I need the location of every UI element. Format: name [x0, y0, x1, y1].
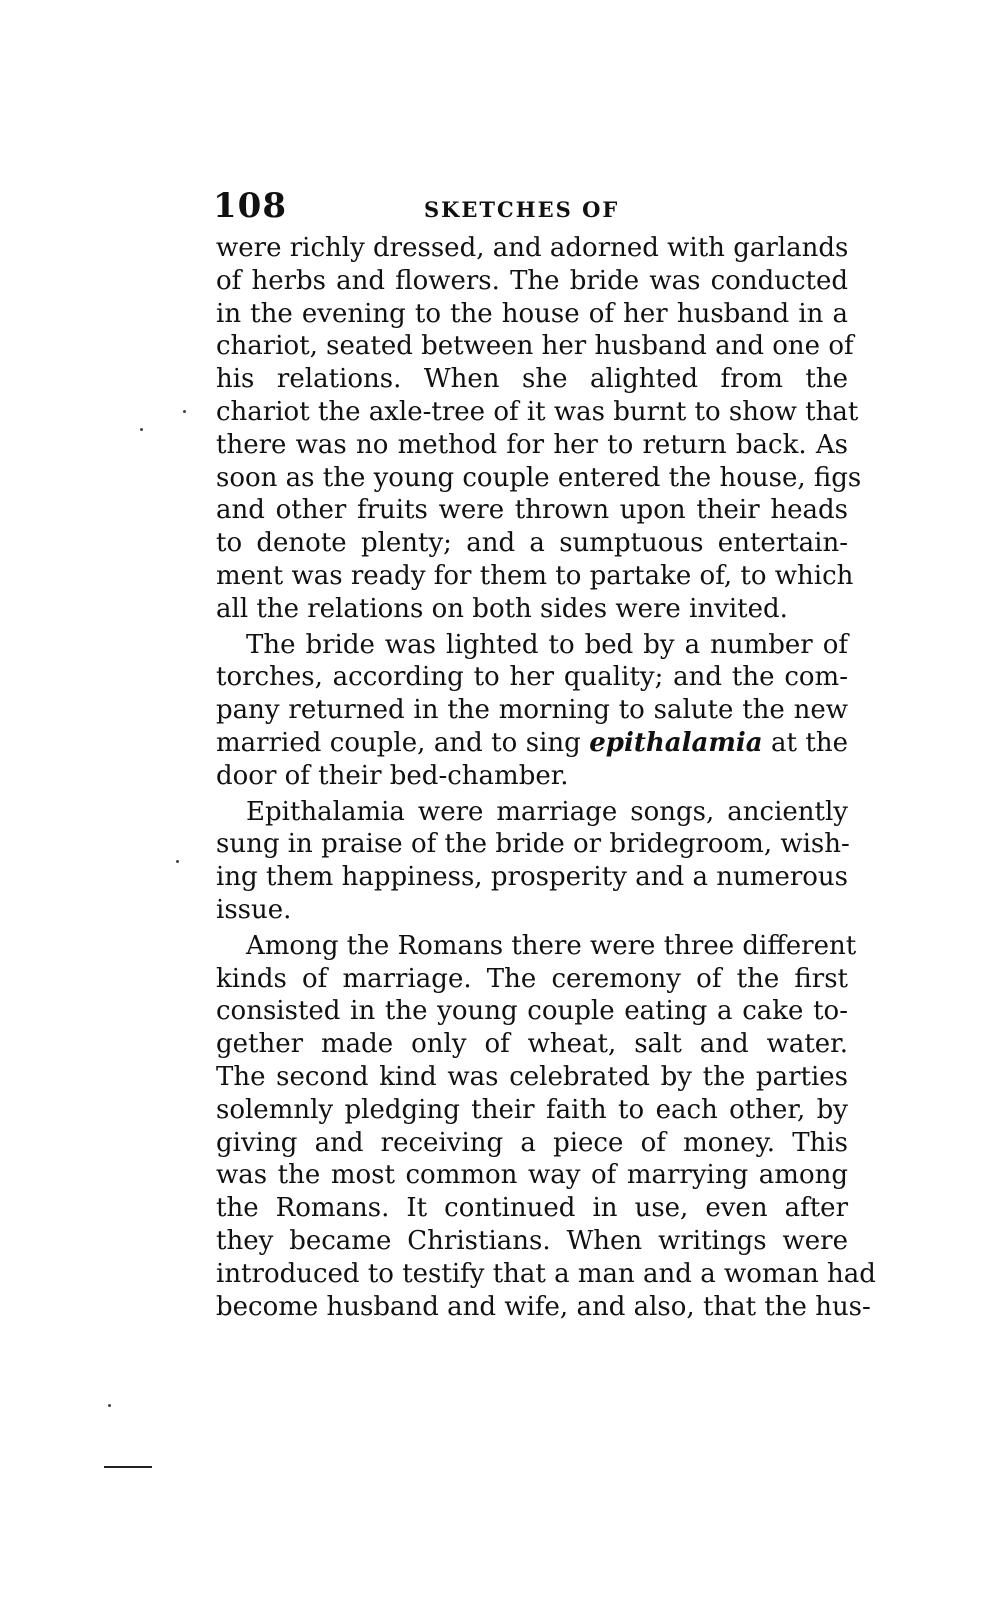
- text-line: all the relations on both sides were invited.: [216, 593, 788, 624]
- footer-rule: [104, 1466, 152, 1468]
- text-line: gether made only of wheat, salt and water.: [216, 1029, 848, 1060]
- text-line: giving and receiving a piece of money. This: [216, 1127, 848, 1158]
- body-text: [216, 232, 876, 1323]
- text-line: consisted in the young couple eating a cake to-: [216, 996, 848, 1027]
- text-line: The bride was lighted to bed by a number of: [246, 629, 848, 660]
- text-line: become husband and wife, and also, that the hus-: [216, 1291, 871, 1322]
- text-line: chariot the axle-tree of it was burnt to show that: [216, 396, 859, 427]
- running-title: SKETCHES OF: [424, 197, 620, 222]
- text-line: kinds of marriage. The ceremony of the first: [216, 963, 848, 994]
- text-line: introduced to testify that a man and a woman had: [216, 1258, 876, 1289]
- paragraph-3: [216, 796, 848, 927]
- text-line: soon as the young couple entered the house, figs: [216, 462, 862, 493]
- text-line: was the most common way of marrying among: [216, 1160, 848, 1191]
- text-line: The second kind was celebrated by the parties: [216, 1061, 848, 1092]
- margin-speck: [140, 428, 143, 431]
- text-line: his relations. When she alighted from the: [216, 364, 848, 395]
- text-line: torches, according to her quality; and the com-: [216, 662, 848, 693]
- text-line: in the evening to the house of her husband in a: [216, 298, 848, 329]
- text-segment: at the: [762, 727, 848, 758]
- margin-speck: [183, 410, 186, 413]
- text-line: Among the Romans there were three different: [246, 930, 857, 961]
- text-line: chariot, seated between her husband and one of: [216, 331, 854, 362]
- text-line: were richly dressed, and adorned with garlands: [216, 233, 849, 263]
- text-line: issue.: [216, 894, 292, 925]
- italic-term: epithalamia: [589, 727, 763, 758]
- text-line: [216, 727, 848, 760]
- text-line: ment was ready for them to partake of, to which: [216, 560, 854, 591]
- paragraph-1: [216, 232, 862, 626]
- text-line: there was no method for her to return back. As: [216, 429, 848, 460]
- text-line: Epithalamia were marriage songs, anciently: [246, 796, 848, 827]
- text-line: the Romans. It continued in use, even after: [216, 1193, 848, 1224]
- text-line: ing them happiness, prosperity and a numerous: [216, 862, 848, 893]
- text-line: to denote plenty; and a sumptuous entertain-: [216, 528, 848, 559]
- text-segment: married couple, and to sing: [216, 727, 590, 758]
- margin-speck: [176, 860, 179, 863]
- text-line: solemnly pledging their faith to each other, by: [216, 1094, 848, 1125]
- text-line: they became Christians. When writings were: [216, 1225, 848, 1256]
- paragraph-2: [216, 629, 848, 793]
- text-line: of herbs and flowers. The bride was conducted: [216, 265, 848, 296]
- margin-speck: [108, 1404, 111, 1407]
- paragraph-4: [216, 930, 876, 1324]
- text-line: sung in praise of the bride or bridegroom, wish-: [216, 829, 850, 860]
- page-number: 108: [213, 186, 287, 226]
- text-line: door of their bed-chamber.: [216, 760, 569, 791]
- text-line: pany returned in the morning to salute the new: [216, 695, 848, 726]
- text-line: and other fruits were thrown upon their heads: [216, 495, 848, 526]
